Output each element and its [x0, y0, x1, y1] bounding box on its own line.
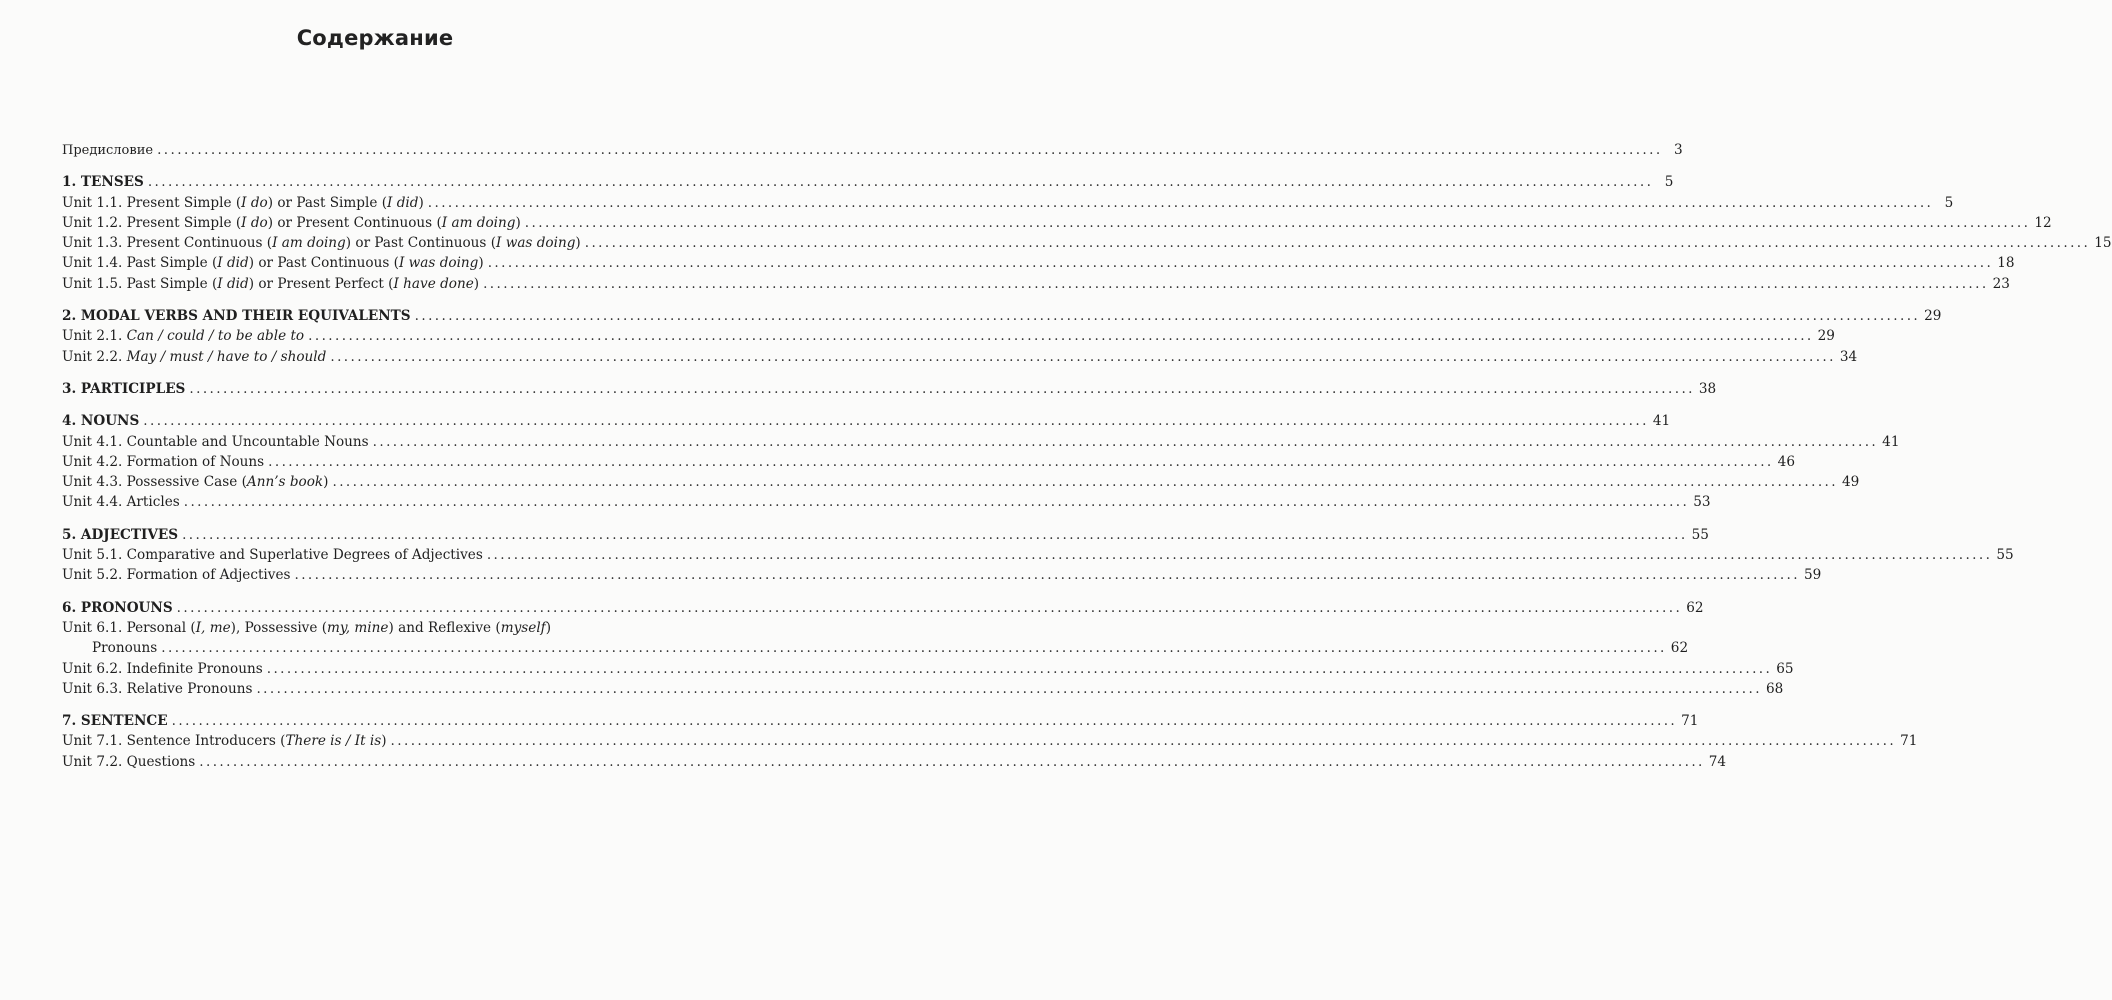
unit-text: ) [478, 255, 484, 272]
dot-leader [330, 347, 1836, 367]
unit-text: ) [515, 214, 521, 231]
unit-text: ) [575, 235, 581, 252]
unit-text: Unit 4.4. Articles [62, 494, 180, 511]
toc-section-label: 7. SENTENCE [62, 713, 168, 730]
unit-italic-text: I was doing [398, 255, 479, 272]
toc-page-number: 23 [1992, 275, 2010, 292]
unit-italic-text: I was doing [496, 235, 576, 252]
toc-unit-4-4[interactable] [62, 492, 1711, 512]
unit-italic-text: myself [500, 619, 546, 636]
unit-text: Unit 6.3. Relative Pronouns [62, 680, 253, 697]
toc-page-number: 29 [1817, 328, 1835, 345]
dot-leader [157, 140, 1663, 160]
unit-text: Unit 1.3. Present Continuous ( [62, 235, 273, 252]
toc-section-heading[interactable] [62, 598, 1704, 618]
toc-entry-label: Предисловие [62, 143, 154, 158]
toc-page-number: 55 [1691, 526, 1709, 543]
toc-unit-1-1[interactable] [62, 193, 1954, 213]
toc-section-heading[interactable] [62, 172, 1674, 192]
toc-section-heading[interactable] [62, 379, 1717, 399]
unit-italic-text: There is / It is [285, 733, 382, 750]
toc-page-number: 12 [2034, 214, 2052, 231]
toc-unit-6-1-continuation[interactable] [62, 638, 1689, 658]
unit-text: Unit 1.2. Present Simple ( [62, 214, 242, 231]
dot-leader [373, 432, 1879, 452]
toc-unit-7-2[interactable] [62, 752, 1727, 772]
dot-leader [585, 233, 2091, 253]
unit-italic-text: Can / could / to be able to [126, 328, 305, 345]
unit-text: Pronouns [92, 640, 158, 657]
unit-text: ), Possessive ( [230, 619, 328, 636]
toc-unit-4-1[interactable] [62, 432, 1900, 452]
toc-page-number: 68 [1765, 680, 1784, 697]
unit-text: Unit 5.2. Formation of Adjectives [62, 567, 291, 584]
unit-text: Unit 4.1. Countable and Uncountable Nouns [62, 433, 369, 450]
dot-leader [487, 545, 1993, 565]
unit-text: Unit 1.5. Past Simple ( [62, 275, 218, 292]
toc-unit-5-2[interactable] [62, 565, 1822, 585]
toc-unit-1-3[interactable] [62, 233, 2112, 253]
toc-page-number: 41 [1652, 413, 1671, 430]
unit-text: ) or Past Continuous ( [248, 255, 399, 272]
unit-text: Unit 1.1. Present Simple ( [62, 194, 242, 211]
dot-leader [143, 411, 1649, 431]
dot-leader [483, 274, 1989, 294]
dot-leader [189, 379, 1695, 399]
toc-section-pronouns [62, 598, 1794, 699]
unit-italic-text: I did [217, 275, 249, 292]
toc-unit-5-1[interactable] [62, 545, 2014, 565]
toc-unit-2-1[interactable] [62, 326, 1835, 346]
toc-entry-preface[interactable] [62, 140, 1683, 160]
toc-page-number: 46 [1777, 453, 1795, 470]
dot-leader [332, 472, 1838, 492]
toc-page-number: 29 [1924, 308, 1942, 325]
toc-unit-1-2[interactable] [62, 213, 2052, 233]
toc-section-label: 4. NOUNS [62, 413, 140, 430]
unit-italic-text: my, mine [327, 619, 389, 636]
dot-leader [391, 731, 1897, 751]
dot-leader [184, 492, 1690, 512]
dot-leader [177, 598, 1683, 618]
toc-section-label: 6. PRONOUNS [62, 599, 173, 616]
unit-italic-text: I do [241, 194, 268, 211]
unit-text: Unit 6.2. Indefinite Pronouns [62, 660, 263, 677]
unit-italic-text: I am doing [272, 235, 346, 252]
toc-section-tenses [62, 172, 2112, 294]
unit-text: Unit 4.3. Possessive Case ( [62, 474, 247, 491]
toc-unit-1-5[interactable] [62, 274, 2010, 294]
unit-text: ) [545, 619, 552, 636]
toc-section-label: 1. TENSES [62, 174, 144, 191]
unit-text: ) [418, 194, 424, 211]
unit-text: ) [473, 275, 480, 292]
dot-leader [182, 525, 1688, 545]
toc-page-number: 55 [1996, 547, 2014, 564]
toc-section-label: 3. PARTICIPLES [62, 380, 186, 397]
toc-page-number: 53 [1693, 494, 1711, 511]
unit-text: Unit 5.1. Comparative and Superlative Degrees of Adjectives [62, 547, 483, 564]
toc-unit-4-2[interactable] [62, 452, 1795, 472]
page-title: Содержание [296, 26, 454, 50]
toc-section-sentence [62, 711, 1918, 772]
dot-leader [294, 565, 1800, 585]
dot-leader [415, 306, 1921, 326]
toc-page-number: 74 [1708, 753, 1727, 770]
dot-leader [488, 253, 1994, 273]
dot-leader [148, 172, 1654, 192]
unit-text: ) or Past Simple ( [267, 194, 387, 211]
toc-unit-6-3[interactable] [62, 679, 1784, 699]
dot-leader [308, 326, 1814, 346]
toc-page-number: 38 [1698, 380, 1717, 397]
toc-page-number: 49 [1842, 474, 1860, 491]
dot-leader [172, 711, 1678, 731]
toc-unit-6-1[interactable] [62, 618, 710, 638]
unit-text: Unit 7.1. Sentence Introducers ( [62, 733, 286, 750]
unit-italic-text: I do [241, 214, 268, 231]
unit-italic-text: Ann’s book [246, 474, 324, 491]
toc-page-number: 18 [1997, 255, 2015, 272]
table-of-contents [62, 140, 2112, 772]
toc-unit-2-2[interactable] [62, 347, 1858, 367]
toc-page-number: 65 [1776, 660, 1794, 677]
unit-italic-text: I have done [393, 275, 474, 292]
toc-page-number: 34 [1839, 348, 1858, 365]
unit-text: ) [323, 474, 329, 491]
toc-section-nouns [62, 411, 1900, 512]
toc-page-number: 41 [1882, 433, 1900, 450]
toc-unit-1-4[interactable] [62, 253, 2015, 273]
toc-page-number: 71 [1681, 713, 1699, 730]
toc-page-number: 5 [1664, 174, 1674, 191]
unit-text: ) or Past Continuous ( [345, 235, 496, 252]
dot-leader [428, 193, 1934, 213]
dot-leader [267, 659, 1773, 679]
unit-text: Unit 6.1. Personal ( [62, 619, 196, 636]
unit-italic-text: I did [217, 255, 249, 272]
toc-unit-7-1[interactable] [62, 731, 1918, 751]
toc-section-label: 2. MODAL VERBS AND THEIR EQUIVALENTS [62, 308, 411, 325]
toc-page-number: 62 [1686, 599, 1704, 616]
unit-text: Unit 1.4. Past Simple ( [62, 255, 218, 272]
toc-section-adjectives [62, 525, 2014, 586]
unit-text: ) or Present Perfect ( [248, 275, 394, 292]
toc-page-number: 3 [1673, 142, 1683, 158]
toc-page-number: 62 [1670, 640, 1689, 657]
toc-unit-6-2[interactable] [62, 659, 1794, 679]
unit-text: Unit 7.2. Questions [62, 753, 196, 770]
unit-text: Unit 4.2. Formation of Nouns [62, 453, 265, 470]
toc-section-participles [62, 379, 1717, 399]
dot-leader [525, 213, 2031, 233]
unit-italic-text: I am doing [441, 214, 516, 231]
toc-unit-4-3[interactable] [62, 472, 1860, 492]
unit-text: ) [381, 733, 387, 750]
toc-section-label: 5. ADJECTIVES [62, 526, 179, 543]
toc-page-number: 5 [1944, 194, 1954, 211]
toc-section-heading[interactable] [62, 411, 1671, 431]
toc-page-number: 15 [2094, 235, 2112, 252]
toc-section-heading[interactable] [62, 711, 1699, 731]
unit-text: ) and Reflexive ( [388, 619, 501, 636]
dot-leader [256, 679, 1762, 699]
toc-section-heading[interactable] [62, 306, 1942, 326]
dot-leader [161, 638, 1667, 658]
unit-italic-text: May / must / have to / should [126, 348, 327, 365]
unit-italic-text: I did [387, 194, 419, 211]
toc-page-number: 59 [1804, 567, 1822, 584]
toc-page-number: 71 [1900, 733, 1918, 750]
unit-italic-text: I, me [195, 619, 231, 636]
unit-text: Unit 2.1. [62, 328, 127, 345]
dot-leader [268, 452, 1774, 472]
toc-section-modal-verbs [62, 306, 1942, 367]
dot-leader [199, 752, 1705, 772]
unit-text: Unit 2.2. [62, 348, 127, 365]
toc-section-heading[interactable] [62, 525, 1709, 545]
unit-text: ) or Present Continuous ( [267, 214, 442, 231]
